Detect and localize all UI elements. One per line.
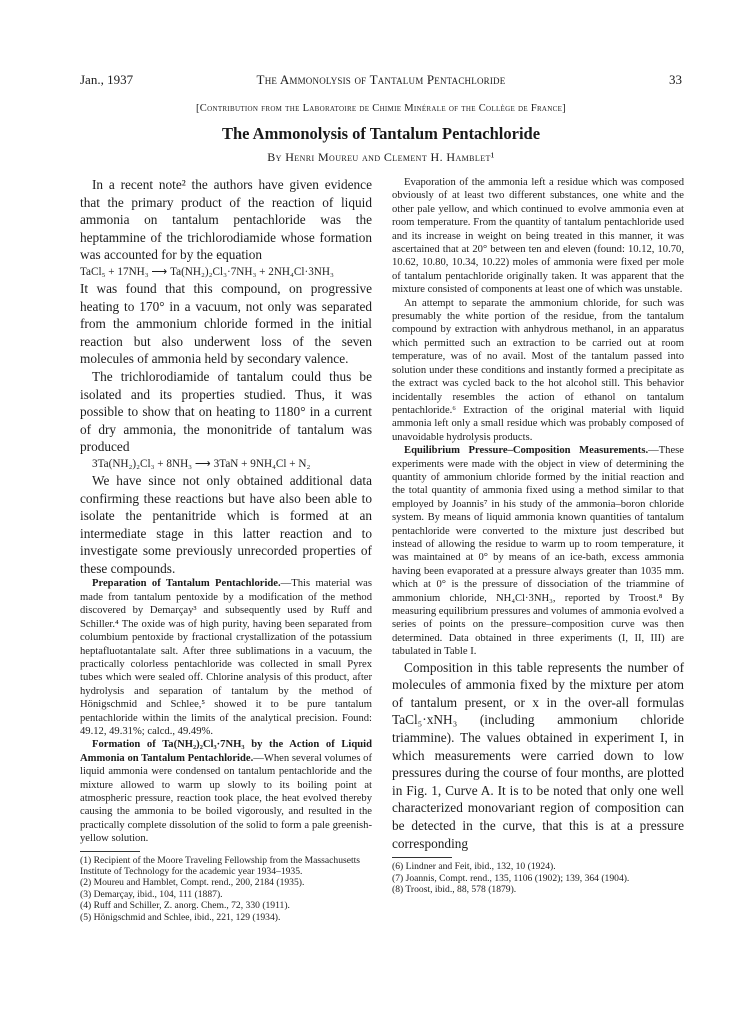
body-paragraph: Composition in this table represents the number of molecules of ammonia fixed by the mixture per atom of tantalum present, or x in the over-all formulas TaCl₅·xNH₃ (including ammonium chloride triammine). The values obtained in experiment I, in which measurements were carried down to low pressures during the course of four months, are plotted in Fig. 1, Curve A. It is to be noted that only one well characterized monovariant region of composition can be detected in the curve, that this is at a pressure corresponding [392, 659, 684, 851]
issue-date: Jan., 1937 [80, 72, 134, 87]
footnote-divider [80, 851, 140, 852]
section-body: —When several volumes of liquid ammonia were condensed on tantalum pentachloride and the mixture allowed to warm up slowly to its boiling point at atmospheric pressure, reaction took place, the heat evolved thereby causing the ammonia to be boiled vigorously, and resulted in the practically complete dissolution of the solid to form a pale greenish-yellow solution. [80, 752, 372, 845]
footnotes-left [80, 855, 372, 923]
section-body: —These experiments were made with the object in view of determining the quantity of ammonium chloride formed by the initial reaction and the total quantity of ammonia fixed using a method similar to that employed by Joannis⁷ in his study of the ammonia–boron chloride system. By means of liquid ammonia known quantities of tantalum pentachloride were converted to the mixture just described but instead of allowing the residue to warm up to room temperature, it was maintained at 0° by means of an ice-bath, excess ammonia having been evaporated at a pressure always greater than 1035 mm. which at 0° is the pressure of dissociation of the triammine of ammonium chloride, NH₄Cl·3NH₃, reported by Troost.⁸ By measuring equilibrium pressures and volumes of ammonia evolved a series of points on the pressure–composition curve was then determined. Data obtained in three experiments (I, II, III) are tabulated in Table I. [392, 445, 684, 658]
article-title: The Ammonolysis of Tantalum Pentachloride [221, 124, 541, 143]
running-title: The Ammonolysis of Tantalum Pentachloride [256, 72, 506, 87]
equation-mononitride: 3Ta(NH₂)₂Cl₃ + 8NH₃ ⟶ 3TaN + 9NH₄Cl + N₂ [92, 457, 311, 470]
footnote: (6) Lindner and Feit, ibid., 132, 10 (1924). [392, 861, 556, 873]
contribution-line: [Contribution from the Laboratoire de Chimie Minérale of the Collège de France] [196, 103, 566, 114]
body-paragraph: The trichlorodiamide of tantalum could thus be isolated and its properties studied. Thus, it was possible to show that on heating to 1180° in a current of dry ammonia, the mononitride of tantalum was produced [80, 368, 372, 455]
footnotes-right [392, 861, 684, 895]
body-paragraph: We have since not only obtained additional data confirming these reactions but have also been able to isolate the pentanitride which is formed at an intermediate stage in this latter reaction and to investigate some previously unrecorded properties of these compounds. [80, 472, 372, 576]
running-header [80, 72, 682, 88]
section-heading: Formation of Ta(NH₂)₂Cl₃·7NH₃ by the Action of Liquid Ammonia on Tantalum Pentachloride. [80, 739, 372, 764]
footnote: (4) Ruff and Schiller, Z. anorg. Chem., 72, 330 (1911). [80, 900, 290, 912]
right-column [392, 176, 684, 895]
section-heading: Equilibrium Pressure–Composition Measurements. [404, 445, 649, 457]
footnote: (7) Joannis, Compt. rend., 135, 1106 (1902); 139, 364 (1904). [392, 872, 630, 884]
body-paragraph: An attempt to separate the ammonium chloride, for such was presumably the white portion of the residue, from the tantalum compound by extraction with anhydrous methanol, in an apparatus which permitted such an extraction to be carried out at room temperature, was of no avail. Most of the tantalum passed into solution under these conditions and instantly formed a precipitate as the extract was cycled back to the hot alcohol still. This behavior incidentally resembles the action of ethanol on tantalum pentachloride.⁶ Extraction of the original material with liquid ammonia left only a small residue which was probably composed of unavoidable hydrolysis products. [392, 297, 684, 443]
footnote: (8) Troost, ibid., 88, 578 (1879). [392, 883, 517, 895]
section-body: —This material was made from tantalum pentoxide by a modification of the method discovered by Demarçay³ and subsequently used by Ruff and Schiller.⁴ The oxide was of high purity, having been separated from columbium pentoxide by fractional crystallization of the potassium heptafluotantalate salt. After three sublimations in a vacuum, the practically colorless pentachloride was collected in small Pyrex tubes which were sealed off. Chlorine analysis of this product, after hydrolysis and separation of tantalum by the method of Hönigschmid and Schlee,⁵ showed it to be pure tantalum pentachloride within the limits of the analytical precision. Found: 49.12, 49.31%; calcd., 49.49%. [80, 578, 372, 737]
author-byline: By Henri Moureu and Clement H. Hamblet¹ [267, 150, 495, 164]
footnote-divider [392, 857, 452, 858]
section-heading: Preparation of Tantalum Pentachloride. [92, 578, 281, 590]
footnote: (1) Recipient of the Moore Traveling Fellowship from the Massachusetts Institute of Technology for the academic year 1934–1935. [80, 854, 361, 877]
body-paragraph: In a recent note² the authors have given evidence that the primary product of the reaction of liquid ammonia on tantalum pentachloride was the heptammine of the trichlorodiamide whose formation was accounted for by the equation [80, 177, 372, 263]
left-column [80, 176, 372, 923]
section-paragraph-formation [80, 738, 372, 845]
equation-heptammine: TaCl₅ + 17NH₃ ⟶ Ta(NH₂)₂Cl₃·7NH₃ + 2NH₄Cl·3NH₃ [80, 265, 334, 278]
footnote: (3) Demarçay, ibid., 104, 111 (1887). [80, 888, 223, 900]
section-paragraph-equilibrium [392, 444, 684, 659]
body-paragraph: Evaporation of the ammonia left a residue which was composed obviously of at least two different substances, one white and the other pale yellow, and which continued to evolve ammonia even at room temperature. From the quantity of tantalum pentachloride used and its increase in weight on being treated in this manner, it was ascertained that at 20° between ten and eleven (found: 10.12, 10.70, 10.62, 10.80, 10.34, 10.22) moles of ammonia were fixed per mole of tantalum pentachloride originally taken. It was apparent that the mixture consisted of components at least one of which was unstable. [392, 177, 684, 296]
page-number: 33 [669, 72, 682, 87]
section-paragraph-preparation [80, 577, 372, 738]
footnote: (5) Hönigschmid and Schlee, ibid., 221, 129 (1934). [80, 911, 281, 923]
body-paragraph: It was found that this compound, on progressive heating to 170° in a vacuum, not only was separated from the ammonium chloride formed in the initial reaction but also underwent loss of the seven molecules of ammonia held by secondary valence. [80, 280, 372, 367]
footnote: (2) Moureu and Hamblet, Compt. rend., 200, 2184 (1935). [80, 877, 305, 889]
